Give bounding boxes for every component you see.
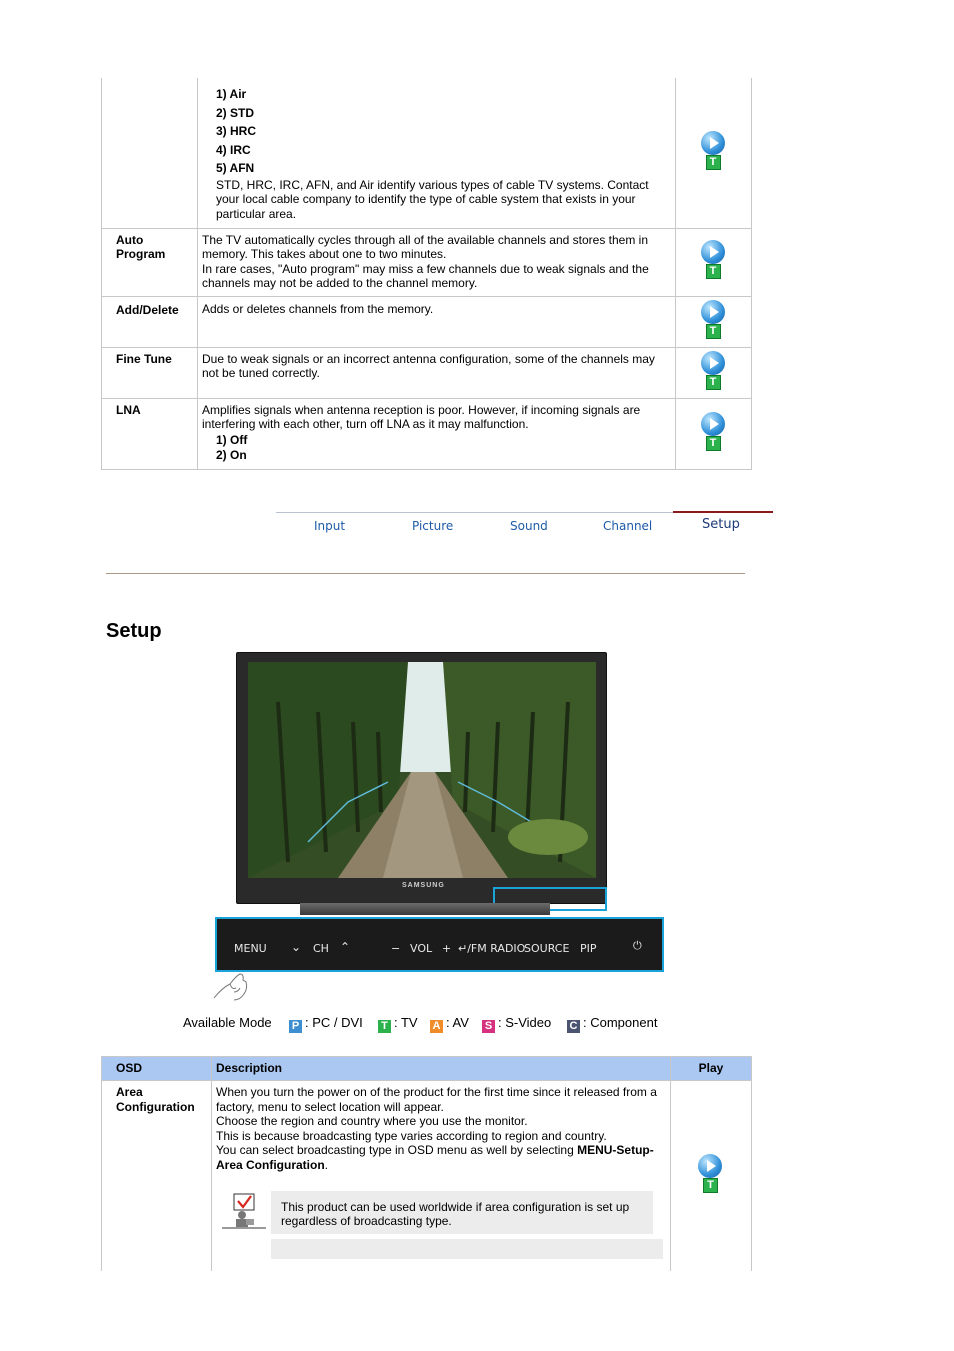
lna-item: 1) Off: [216, 432, 248, 447]
area-desc-4-menu: MENU-Setup-Area Configuration: [216, 1143, 654, 1172]
mode-component: [567, 1015, 657, 1033]
available-mode-label: Available Mode: [183, 1015, 272, 1030]
empty-label-cell: [102, 78, 198, 228]
vol-button[interactable]: VOL: [410, 942, 433, 955]
mode-pc-letter: P: [289, 1020, 302, 1033]
cable-item: 4) IRC: [216, 142, 251, 157]
area-desc-4-post: .: [324, 1157, 329, 1172]
cable-system-desc-cell: [198, 78, 676, 228]
power-icon[interactable]: ⏻: [633, 939, 642, 952]
lna-desc: Amplifies signals when antenna reception is poor. However, if incoming signals are interfering with each other, turn off LNA as it may malfunction.: [202, 402, 641, 432]
section-nav: [276, 512, 773, 541]
nav-sound[interactable]: Sound: [510, 519, 548, 533]
page-title: Setup: [106, 620, 162, 642]
auto-program-desc-2: In rare cases, "Auto program" may miss a few channels due to weak signals and the channels may not be added to the channel memory.: [202, 261, 649, 291]
ch-button[interactable]: CH: [313, 942, 329, 955]
monitor-image: [236, 652, 607, 904]
row-label: Add/Delete: [102, 296, 198, 347]
mode-svideo-text: : S-Video: [498, 1015, 552, 1030]
area-desc-4-pre: You can select broadcasting type in OSD menu as well by selecting: [216, 1143, 578, 1158]
area-desc-3: This is because broadcasting type varies according to region and country.: [216, 1128, 607, 1143]
nav-active-indicator: [673, 511, 773, 513]
mode-tv: [378, 1015, 418, 1033]
header-osd: OSD: [102, 1057, 212, 1081]
play-cell: [676, 78, 752, 228]
auto-program-desc: The TV automatically cycles through all of the available channels and stores them in memory. This takes about one to two minutes.: [202, 232, 649, 262]
mode-av-text: : AV: [446, 1015, 469, 1030]
area-desc-2: Choose the region and country where you use the monitor.: [216, 1114, 528, 1129]
cable-item: 2) STD: [216, 105, 255, 120]
cable-item: 1) Air: [216, 87, 247, 101]
row-label: Auto Program: [102, 228, 198, 296]
play-tv-icon[interactable]: T: [700, 412, 728, 452]
mode-tv-text: : TV: [394, 1015, 418, 1030]
divider: [106, 573, 745, 574]
hand-touch-icon: [210, 970, 250, 1004]
header-play: Play: [671, 1057, 752, 1081]
ch-up-icon[interactable]: ⌃: [340, 940, 351, 954]
source-button[interactable]: SOURCE: [524, 942, 570, 955]
row-label: Fine Tune: [102, 347, 198, 398]
control-panel-zoom: [215, 917, 664, 972]
mode-pc-text: : PC / DVI: [305, 1015, 363, 1030]
mode-tv-letter: T: [378, 1020, 391, 1033]
play-cell: [676, 347, 752, 398]
nav-setup[interactable]: Setup: [702, 517, 740, 532]
osd-table: [101, 1056, 752, 1271]
play-cell: [676, 296, 752, 347]
mode-svideo: [482, 1015, 551, 1033]
fm-radio-button[interactable]: ↵/FM RADIO: [458, 942, 526, 955]
menu-button[interactable]: MENU: [234, 942, 267, 955]
row-desc: [198, 398, 676, 469]
vol-plus-icon[interactable]: +: [442, 942, 452, 955]
mode-component-letter: C: [567, 1020, 580, 1033]
garden-path-picture: [248, 662, 596, 878]
play-tv-icon[interactable]: T: [697, 1154, 725, 1194]
vol-minus-icon[interactable]: −: [391, 942, 401, 955]
mode-component-text: : Component: [583, 1015, 658, 1030]
note-text: This product can be used worldwide if area configuration is set up regardless of broadcasting type.: [271, 1191, 653, 1234]
channel-table: [101, 78, 752, 470]
monitor-screen: [248, 662, 596, 878]
row-label: Area Configuration: [102, 1081, 212, 1271]
area-desc-1: When you turn the power on of the product for the first time since it released from a factory, menu to select location will appear.: [216, 1085, 657, 1114]
row-label: LNA: [102, 398, 198, 469]
note-block: [216, 1191, 664, 1266]
play-cell: [676, 398, 752, 469]
mode-pc-dvi: [289, 1015, 363, 1033]
cable-system-text: STD, HRC, IRC, AFN, and Air identify various types of cable TV systems. Contact your local cable company to identify the type of cable system that exists in your particular area.: [216, 177, 649, 221]
row-desc: Adds or deletes channels from the memory.: [198, 296, 676, 347]
mode-svideo-letter: S: [482, 1020, 495, 1033]
cable-item: 5) AFN: [216, 161, 255, 175]
play-cell: [676, 228, 752, 296]
play-tv-icon[interactable]: T: [700, 351, 728, 391]
row-desc: [212, 1081, 671, 1271]
lna-item: 2) On: [216, 447, 247, 462]
note-footer-bar: [271, 1239, 663, 1259]
note-check-icon: [222, 1193, 268, 1231]
cable-item: 3) HRC: [216, 124, 257, 138]
play-tv-icon[interactable]: T: [700, 131, 728, 171]
play-tv-icon[interactable]: T: [700, 300, 728, 340]
mode-av: [430, 1015, 469, 1033]
play-tv-icon[interactable]: T: [700, 240, 728, 280]
nav-picture[interactable]: Picture: [412, 519, 454, 533]
ch-down-icon[interactable]: ⌄: [291, 940, 302, 954]
monitor-stand: [300, 903, 550, 915]
mode-av-letter: A: [430, 1020, 443, 1033]
pip-button[interactable]: PIP: [580, 942, 597, 955]
area-desc-4: [216, 1143, 664, 1172]
header-description: Description: [212, 1057, 671, 1081]
nav-channel[interactable]: Channel: [603, 519, 653, 533]
row-desc: Due to weak signals or an incorrect antenna configuration, some of the channels may not be tuned correctly.: [198, 347, 676, 398]
row-desc: [198, 228, 676, 296]
nav-input[interactable]: Input: [314, 519, 346, 533]
brand-logo: SAMSUNG: [402, 882, 445, 889]
play-cell: [671, 1081, 752, 1271]
